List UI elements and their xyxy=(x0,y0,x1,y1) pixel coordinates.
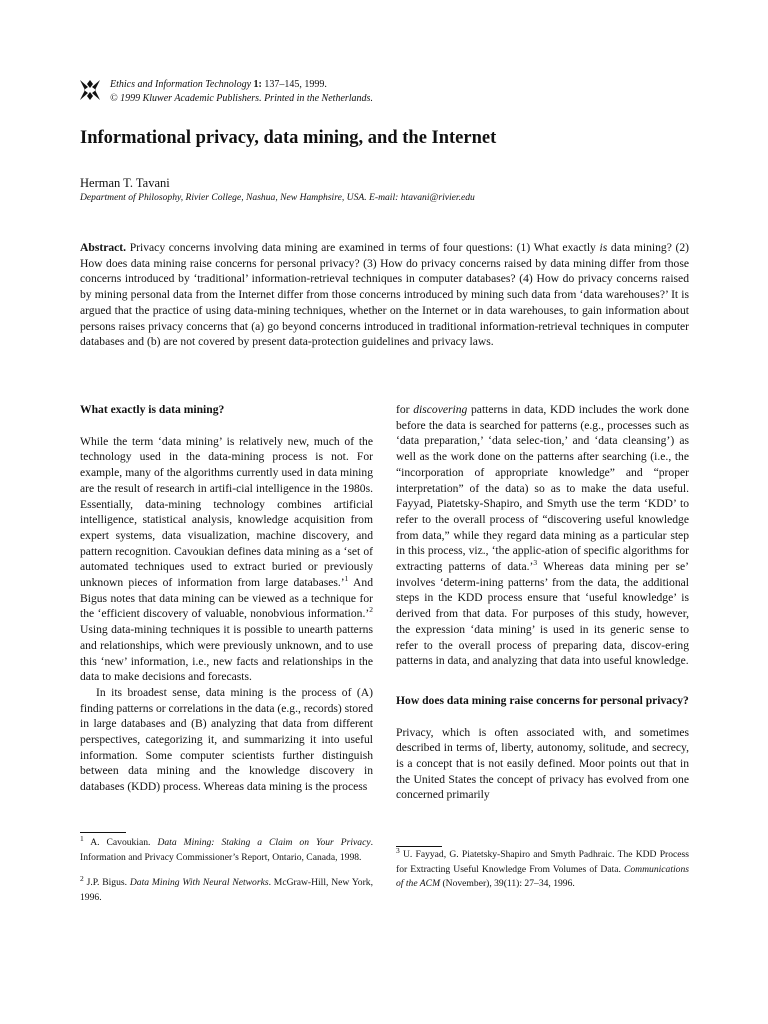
abstract xyxy=(80,240,689,350)
journal-citation xyxy=(110,78,373,92)
abstract-text-is: is xyxy=(599,241,608,254)
footnote-2: $^2$ J.P. Bigus. Data Mining With Neural Networks. McGraw-Hill, New York, 1996. xyxy=(80,873,373,903)
journal-volume: 1: xyxy=(253,79,262,90)
paragraph: for discovering patterns in data, KDD includes the work done before the data is searched for patterns (e.g., processes such as ‘data preparation,’ ‘data selec-tion,’ and ‘data cleansing’) as well as the work done on the patterns after searching (i.e., the “incorporation of appropriate knowledge” and “proper interpretation” of the data) so as to make the data useful. Fayyad, Piatetsky-Shapiro, and Smyth use the term ‘KDD’ to refer to the overall process of “discovering useful knowledge from data,” while they regard data mining as a particular step in this process, viz., ‘the applic-ation of specific algorithms for extracting patterns of data.’$^3$ Whereas data mining per se’ involves ‘determ-ining patterns’ from the data, the additional steps in the KDD process ensure that ‘useful knowledge’ is derived from that data. For purposes of this study, however, the expression ‘data mining’ is used in its generic sense to refer to the overall process of preparing data, discov-ering patterns in data, and analyzing that data into useful knowledge. xyxy=(396,403,689,668)
paragraph: While the term ‘data mining’ is relatively new, much of the technology used in the data-mining process is not. For example, many of the algorithms currently used in data mining are the result of research in artifi-cial intelligence in the 1980s. Essentially, data-mining technology combines artificial intelligence, statistical analysis, knowledge acquisition from expert systems, data visualization, machine discovery, and pattern recognition. Cavoukian defines data mining as a ‘set of automated techniques used to extract buried or previously unknown pieces of information from large databases.’$^1$ And Bigus notes that data mining can be viewed as a technique for the ‘efficient discovery of valuable, nonobvious information.’$^2$ Using data-mining techniques it is possible to unearth patterns and relationships, which were previously unknown, and to use this ‘new’ information, i.e., new facts and relationships in the data to make decisions and forecasts. xyxy=(80,434,373,684)
abstract-label: Abstract. xyxy=(80,241,127,254)
abstract-text-b: data mining? (2) How does data mining raise concerns for personal privacy? (3) How do privacy concerns raised by data mining differ from those concerns introduced by ‘traditional’ information-retrieval techniques in computer databases? (4) How do privacy concerns raised by mining personal data from the Internet differ from those concerns introduced by mining such data from ‘data warehouses?’ It is argued that the practice of using data-mining techniques, whether on the Internet or in data warehouses, to gain information about persons raises privacy concerns that (a) go beyond concerns introduced in traditional information-retrieval techniques in computer databases and (b) are not covered by present data-protection guidelines and privacy laws. xyxy=(80,241,690,349)
paragraph: Privacy, which is often associated with, and sometimes described in terms of, liberty, autonomy, solitude, and secrecy, is a concept that is not easily defined. Moor points out that in the United States the concept of privacy has evolved from one concerned primarily xyxy=(396,725,689,802)
footnote-ref-2: 2 xyxy=(369,605,373,615)
copyright-line: © 1999 Kluwer Academic Publishers. Printed in the Netherlands. xyxy=(110,93,373,104)
journal-name: Ethics and Information Technology xyxy=(110,79,252,90)
footnote-ref-1: 1 xyxy=(344,574,349,584)
abstract-text-a: Privacy concerns involving data mining are examined in terms of four questions: (1) What exactly xyxy=(129,241,596,254)
section-heading-data-mining: What exactly is data mining? xyxy=(80,403,225,416)
left-column xyxy=(80,402,373,795)
paragraph: In its broadest sense, data mining is the process of (A) finding patterns or correlations in the data (e.g., records) stored in large databases and (B) analyzing that data from different perspectives, categorizing it, and summarizing it into useful information. Some computer scientists further distinguish between data mining and the knowledge discovery in databases (KDD) process. Whereas data mining is the process xyxy=(80,685,373,794)
footnote-1: $^1$ A. Cavoukian. Data Mining: Staking a Claim on Your Privacy. Information and Privacy Commissioner’s Report, Ontario, Canada, 1998. xyxy=(80,833,373,863)
footnote-3: $^3$ U. Fayyad, G. Piatetsky-Shapiro and Smyth Padhraic. The KDD Process for Extracting Useful Knowledge From Volumes of Data. Communications of the ACM (November), 39(11): 27–34, 1996. xyxy=(396,845,689,889)
journal-pages: 137–145, 1999. xyxy=(264,79,327,90)
section-heading-privacy-concerns: How does data mining raise concerns for personal privacy? xyxy=(396,693,689,707)
paper-title: Informational privacy, data mining, and the Internet xyxy=(80,128,497,148)
publisher-logo-icon xyxy=(78,78,102,102)
footnote-rule xyxy=(396,846,442,847)
footnote-rule xyxy=(80,832,126,833)
author-affiliation: Department of Philosophy, Rivier College, Nashua, New Hamphsire, USA. E-mail: htavani@rivier.edu xyxy=(80,192,475,203)
footnote-ref-3: 3 xyxy=(533,558,538,568)
journal-header xyxy=(110,78,373,106)
author-name: Herman T. Tavani xyxy=(80,176,170,190)
right-column xyxy=(396,402,689,803)
